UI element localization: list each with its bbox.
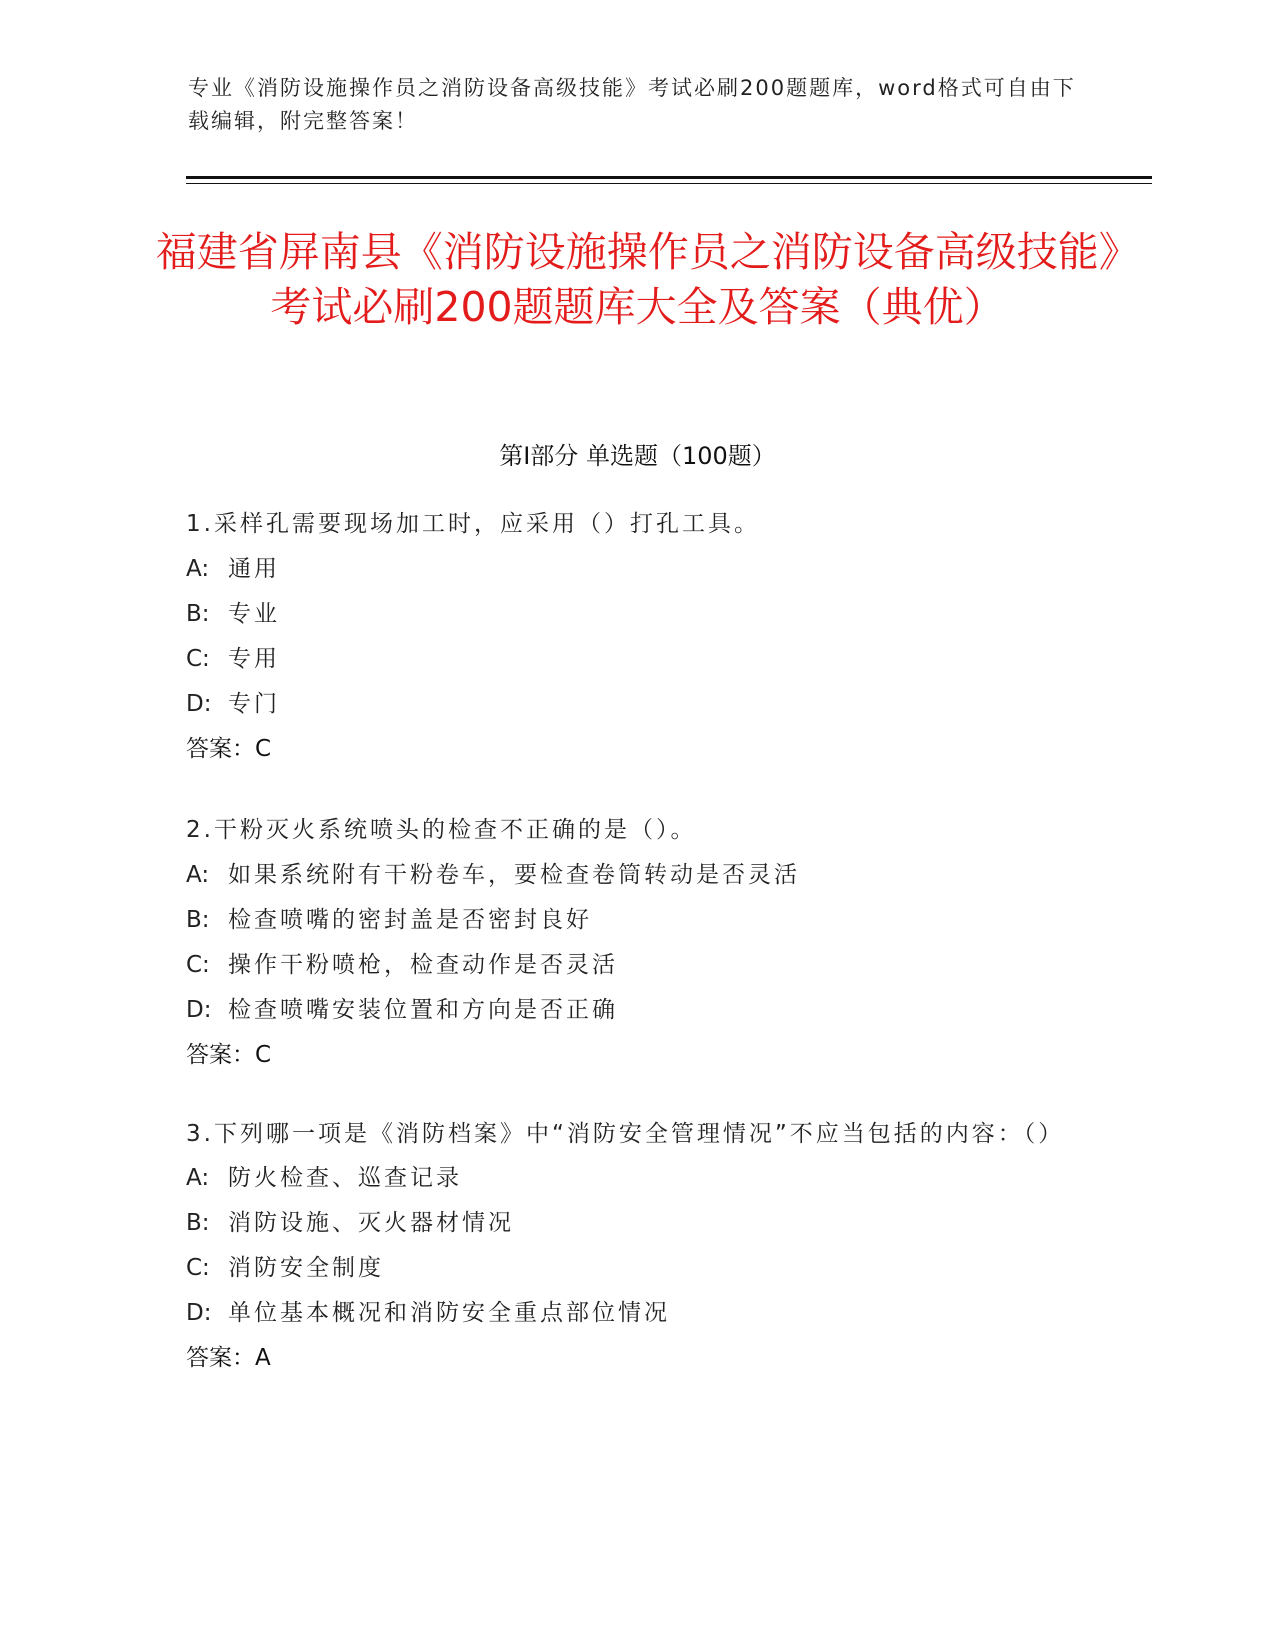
answer-label: 答案： [186,1042,255,1068]
option-key: B: [186,601,210,627]
option-a [186,1156,1086,1201]
option-text: 专用 [228,646,280,672]
option-key: A: [186,1165,210,1191]
answer-value: A [255,1345,271,1371]
option-text: 检查喷嘴安装位置和方向是否正确 [228,997,618,1023]
option-text: 如果系统附有干粉卷车，要检查卷筒转动是否灵活 [228,862,800,888]
option-key: B: [186,1210,210,1236]
option-text: 消防安全制度 [228,1255,384,1281]
option-a [186,853,1086,898]
option-key: C: [186,646,210,672]
question-3 [186,1113,1086,1381]
option-text: 操作干粉喷枪，检查动作是否灵活 [228,952,618,978]
option-text: 通用 [228,556,280,582]
question-stem: 2.干粉灭火系统喷头的检查不正确的是（）。 [186,817,697,843]
question-2 [186,808,1086,1078]
option-key: C: [186,952,210,978]
answer-value: C [255,736,272,762]
option-text: 检查喷嘴的密封盖是否密封良好 [228,907,592,933]
question-stem: 3.下列哪一项是《消防档案》中“消防安全管理情况”不应当包括的内容：（） [186,1121,1065,1147]
option-text: 防火检查、巡查记录 [228,1165,462,1191]
option-b [186,1201,1086,1246]
intro-text: 专业《消防设施操作员之消防设备高级技能》考试必刷200题题库，word格式可自由下载编辑，附完整答案！ [188,76,1076,133]
option-d [186,988,1086,1033]
option-a [186,547,1086,592]
option-key: B: [186,907,210,933]
option-key: A: [186,556,210,582]
option-key: D: [186,997,212,1023]
section-heading: 第Ⅰ部分 单选题（100题） [499,442,776,470]
header-divider-thin [186,183,1152,184]
answer-line [186,727,1086,772]
option-c [186,637,1086,682]
option-key: D: [186,691,212,717]
option-key: D: [186,1300,212,1326]
option-key: A: [186,862,210,888]
option-d [186,682,1086,727]
option-key: C: [186,1255,210,1281]
option-c [186,1246,1086,1291]
answer-line [186,1336,1086,1381]
answer-label: 答案： [186,736,255,762]
option-d [186,1291,1086,1336]
answer-value: C [255,1042,272,1068]
question-1 [186,502,1086,772]
option-b [186,592,1086,637]
document-title: 福建省屏南县《消防设施操作员之消防设备高级技能》考试必刷200题题库大全及答案（典优） [155,228,1120,331]
option-c [186,943,1086,988]
question-stem: 1.采样孔需要现场加工时，应采用（）打孔工具。 [186,511,760,537]
option-b [186,898,1086,943]
option-text: 单位基本概况和消防安全重点部位情况 [228,1300,670,1326]
option-text: 专业 [228,601,280,627]
option-text: 消防设施、灭火器材情况 [228,1210,514,1236]
option-text: 专门 [228,691,280,717]
header-divider-thick [186,176,1152,179]
answer-line [186,1033,1086,1078]
answer-label: 答案： [186,1345,255,1371]
